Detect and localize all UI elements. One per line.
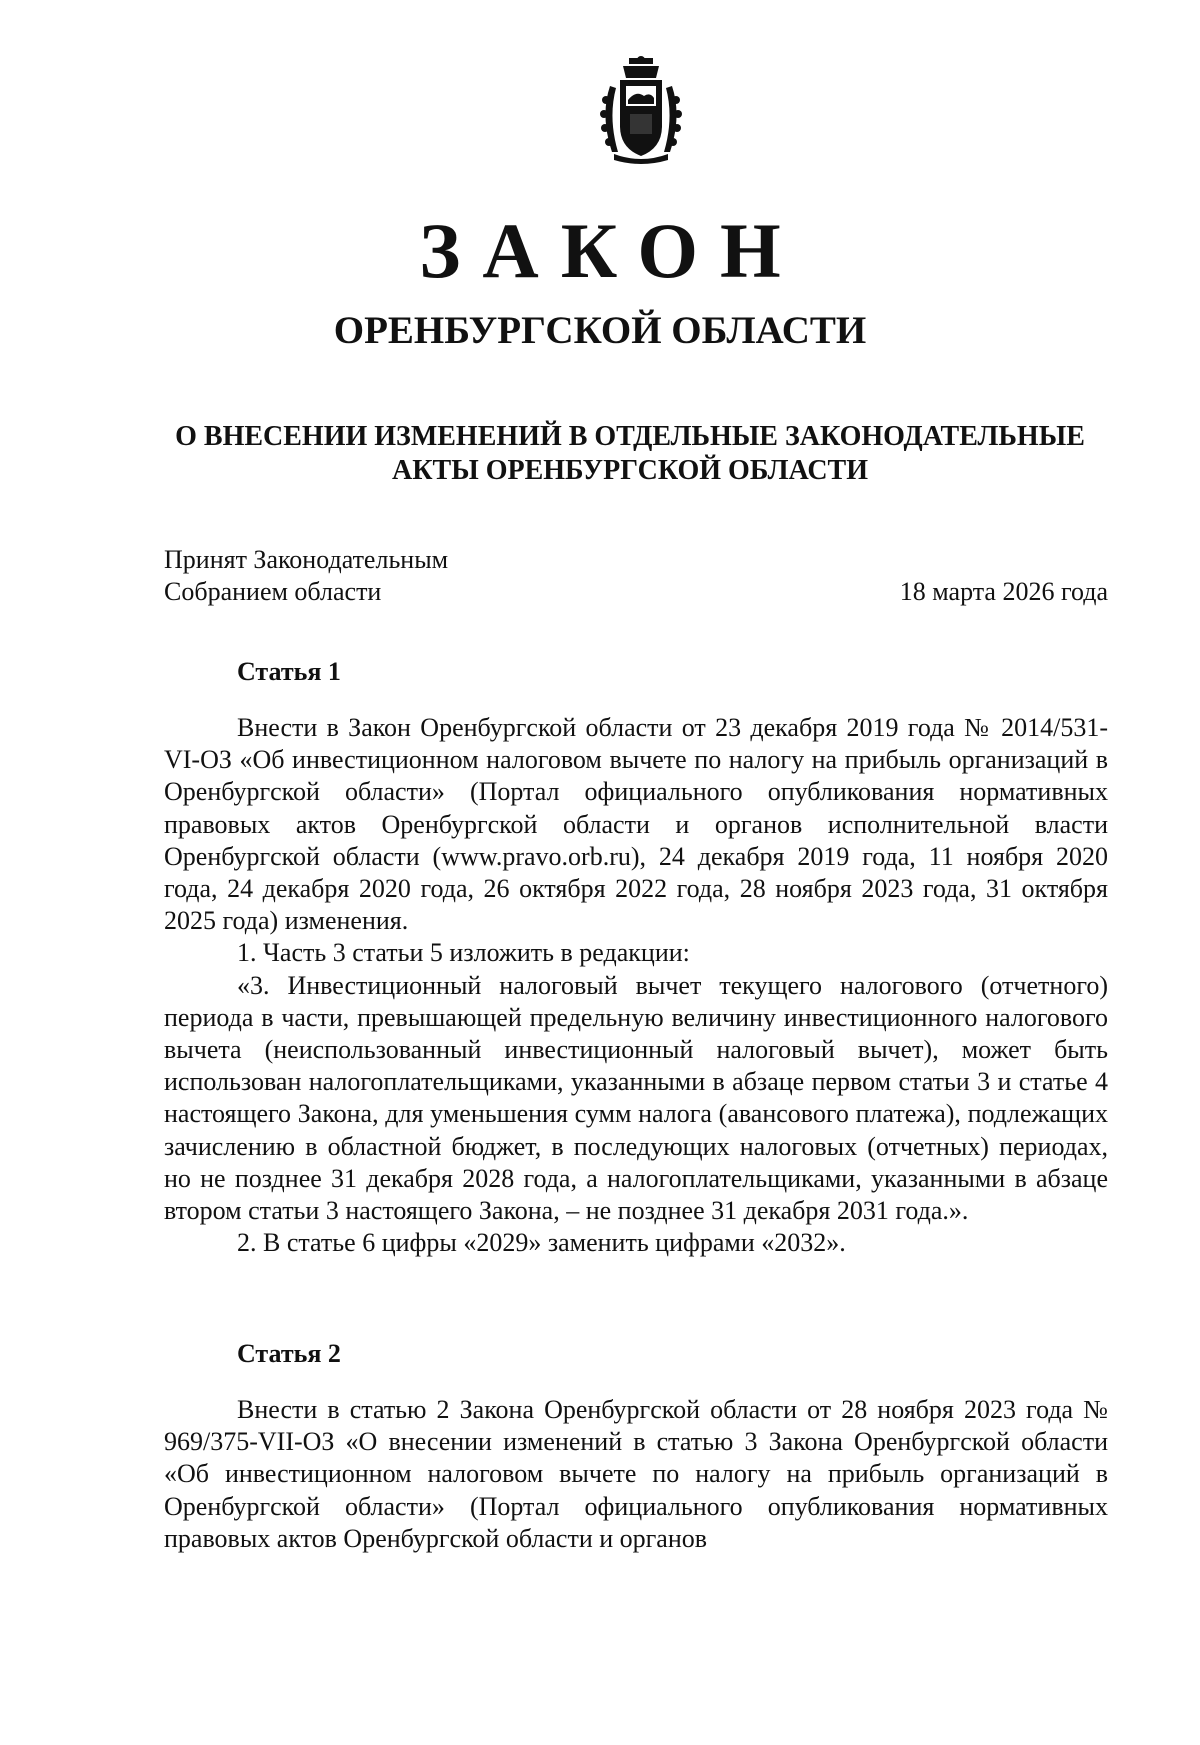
law-subject — [150, 420, 1110, 488]
article-1-intro: Внести в Закон Оренбургской области от 23 декабря 2019 года № 2014/531-VI-ОЗ «Об инвестиционном налоговом вычете по налогу на прибыль организаций в Оренбургской области» (Портал официального опубликования нормативных правовых актов Оренбургской области и органов исполнительной власти Оренбургской области (www.pravo.orb.ru), 24 декабря 2019 года, 11 ноября 2020 года, 24 декабря 2020 года, 26 октября 2022 года, 28 ноября 2023 года, 31 октября 2025 года) изменения. — [164, 713, 1108, 936]
adoption-line: Собранием области — [164, 577, 382, 606]
article-1-heading: Статья 1 — [237, 657, 341, 686]
coat-of-arms-icon — [596, 56, 686, 166]
article-1-item-1: 1. Часть 3 статьи 5 изложить в редакции: — [237, 938, 690, 968]
article-2-heading: Статья 2 — [237, 1339, 341, 1368]
region-title: ОРЕНБУРГСКОЙ ОБЛАСТИ — [333, 309, 867, 352]
article-1-body — [164, 712, 1108, 1259]
adoption-note — [164, 544, 448, 608]
article-2-body — [164, 1394, 1108, 1555]
law-title: ЗАКОН — [419, 207, 803, 294]
adoption-line: Принят Законодательным — [164, 545, 449, 574]
article-1-item-2: 2. В статье 6 цифры «2029» заменить цифрами «2032». — [237, 1228, 846, 1258]
law-subject-line: АКТЫ ОРЕНБУРГСКОЙ ОБЛАСТИ — [392, 455, 868, 486]
article-1-item-1-text: «3. Инвестиционный налоговый вычет текущего налогового (отчетного) периода в части, превышающей предельную величину инвестиционного налогового вычета (неиспользованный инвестиционный налоговый вычет), может быть использован налогоплательщиками, указанными в абзаце первом статьи 3 и статье 4 настоящего Закона, для уменьшения сумм налога (авансового платежа), подлежащих зачислению в областной бюджет, в последующих налоговых (отчетных) периодах, но не позднее 31 декабря 2028 года, а налогоплательщиками, указанными в абзаце втором статьи 3 настоящего Закона, – не позднее 31 декабря 2031 года.». — [164, 970, 1108, 1226]
law-subject-line: О ВНЕСЕНИИ ИЗМЕНЕНИЙ В ОТДЕЛЬНЫЕ ЗАКОНОДАТЕЛЬНЫЕ — [175, 421, 1085, 452]
article-2-intro: Внести в статью 2 Закона Оренбургской области от 28 ноября 2023 года № 969/375-VII-ОЗ «О внесении изменений в статью 3 Закона Оренбургской области «Об инвестиционном налоговом вычете по налогу на прибыль организаций в Оренбургской области» (Портал официального опубликования нормативных правовых актов Оренбургской области и органов — [164, 1395, 1108, 1553]
adoption-date: 18 марта 2026 года — [899, 577, 1108, 606]
